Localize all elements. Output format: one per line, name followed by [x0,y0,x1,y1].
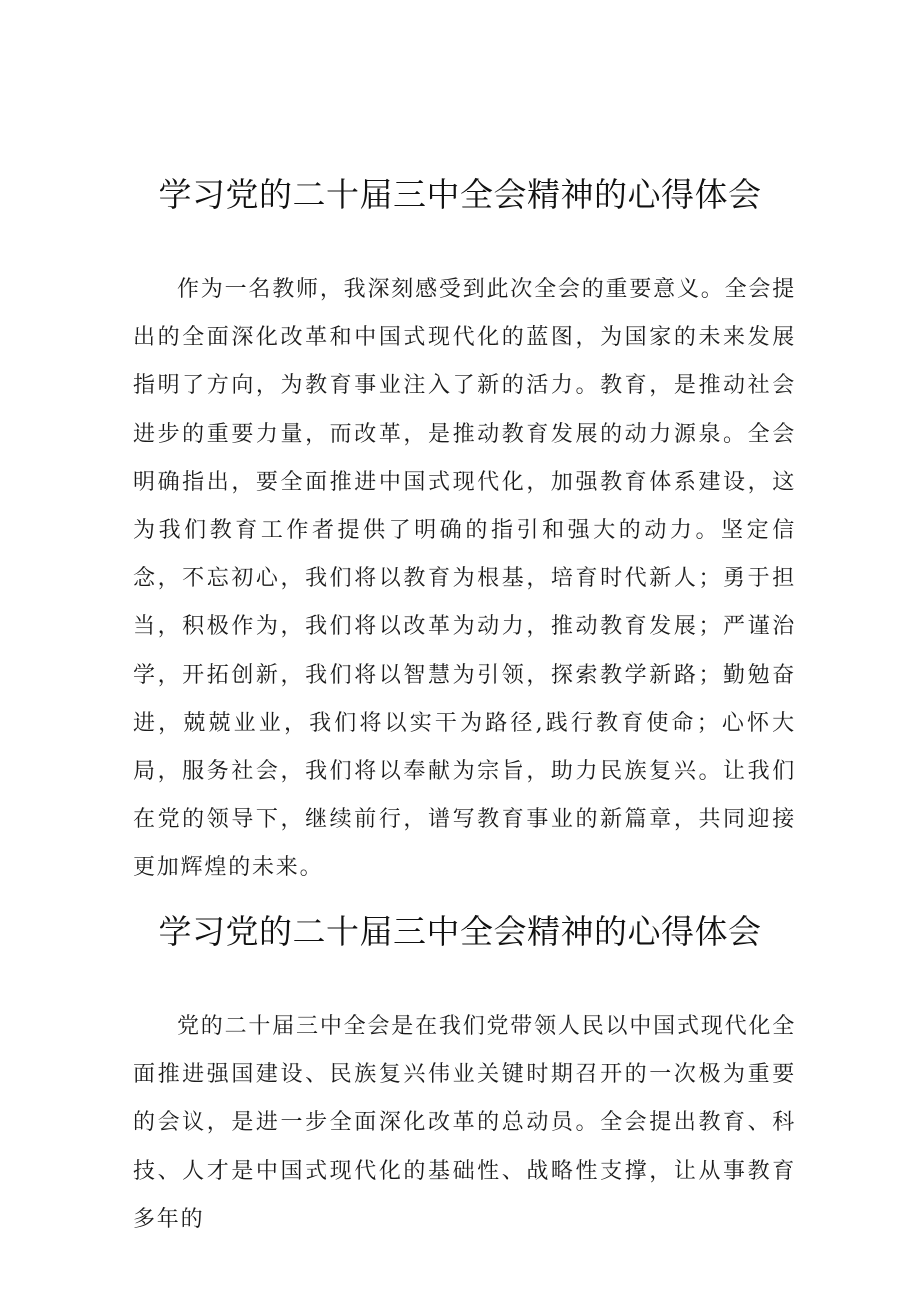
section-1-body: 作为一名教师，我深刻感受到此次全会的重要意义。全会提出的全面深化改革和中国式现代化的蓝图，为国家的未来发展指明了方向，为教育事业注入了新的活力。教育，是推动社会进步的重要力量，而改革，是推动教育发展的动力源泉。全会明确指出，要全面推进中国式现代化，加强教育体系建设，这为我们教育工作者提供了明确的指引和强大的动力。坚定信念，不忘初心，我们将以教育为根基，培育时代新人；勇于担当，积极作为，我们将以改革为动力，推动教育发展；严谨治学，开拓创新，我们将以智慧为引领，探索教学新路；勤勉奋进，兢兢业业，我们将以实干为路径,践行教育使命；心怀大局，服务社会，我们将以奉献为宗旨，助力民族复兴。让我们在党的领导下，继续前行，谱写教育事业的新篇章，共同迎接更加辉煌的未来。 [133,277,796,881]
section-2-title: 学习党的二十届三中全会精神的心得体会 [158,912,762,951]
section-2-body: 党的二十届三中全会是在我们党带领人民以中国式现代化全面推进强国建设、民族复兴伟业关键时期召开的一次极为重要的会议，是进一步全面深化改革的总动员。全会提出教育、科技、人才是中国式现代化的基础性、战略性支撑，让从事教育多年的 [133,1014,796,1232]
section-1-title: 学习党的二十届三中全会精神的心得体会 [158,175,762,214]
